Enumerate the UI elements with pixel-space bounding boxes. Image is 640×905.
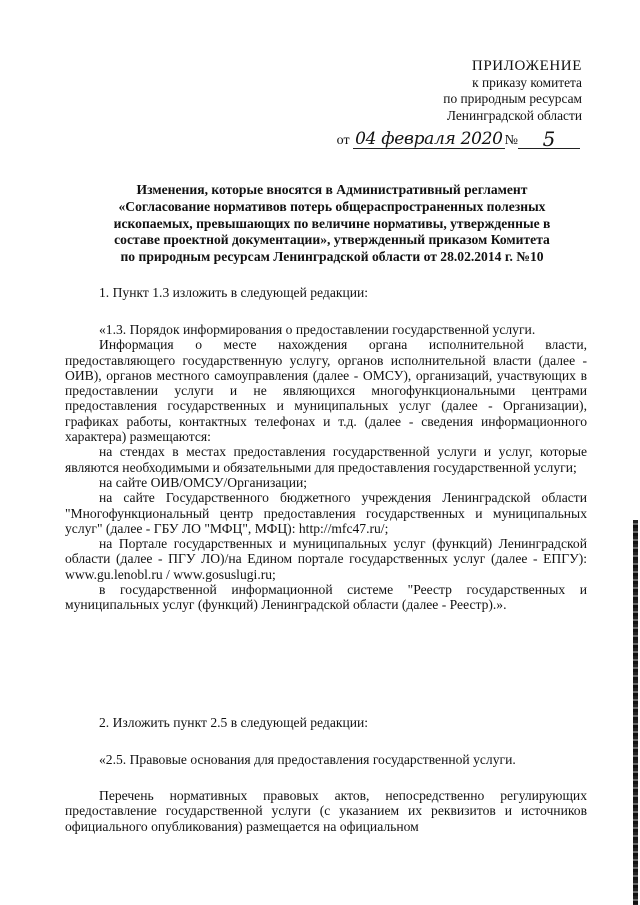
heading-line: «Согласование нормативов потерь общераспространенных полезных [118, 198, 546, 214]
appendix-title: ПРИЛОЖЕНИЕ [471, 58, 582, 74]
p25-title: «2.5. Правовые основания для предоставления государственной услуги. [99, 752, 516, 767]
item-1-text: 1. Пункт 1.3 изложить в следующей редакции: [99, 285, 369, 300]
p13-bullet-registry: в государственной информационной системе "Реестр государственных и муниципальных услуг (функций) Ленинградской области (далее - Реестр).». [65, 582, 587, 613]
date-prefix: от [336, 133, 350, 148]
p13-bullet-portal: на Портале государственных и муниципальных услуг (функций) Ленинградской области (далее - ПГУ ЛО)/на Едином портале государственных услуг (далее - ЕПГУ): www.gu.lenobl.ru / www.gosuslugi.ru; [65, 536, 587, 582]
scan-edge-artifact [633, 520, 638, 905]
appendix-line-2: по природным ресурсам [443, 91, 582, 106]
order-date-line [336, 127, 580, 151]
appendix-line-3: Ленинградской области [446, 107, 582, 123]
handwritten-date: 04 февраля 2020 [355, 129, 503, 149]
paragraph-2-5 [65, 752, 587, 767]
p13-title: «1.3. Порядок информирования о предоставлении государственной услуги. [99, 322, 536, 337]
heading-line: Изменения, которые вносятся в Административный регламент [136, 182, 528, 197]
item-1 [65, 285, 587, 300]
handwritten-number: 5 [518, 130, 580, 149]
p13-bullet-site: на сайте ОИВ/ОМСУ/Организации; [99, 474, 308, 490]
appendix-block [360, 58, 582, 124]
appendix-line-1: к приказу комитета [472, 74, 582, 90]
document-heading [78, 182, 586, 266]
p13-info: Информация о месте нахождения органа исполнительной власти, предоставляющего государственную услугу, органов исполнительной власти (далее - ОИВ), органов местного самоуправления (далее - ОМСУ), организаций, участвующих в предоставлении услуги и не являющихся многофункциональными центрами предоставления государственных и муниципальных услуг (далее - Организации), графиках работы, контактных телефонах и т.д. (далее - сведения информационного характера) размещаются: [65, 337, 587, 445]
heading-line: ископаемых, превышающих по величине нормативы, утвержденные в [113, 215, 551, 231]
p25-text: Перечень нормативных правовых актов, непосредственно регулирующих предоставление государственной услуги (с указанием их реквизитов и источников официального опубликования) размещается на официальном [65, 788, 587, 834]
heading-line: составе проектной документации», утвержденный приказом Комитета [114, 232, 550, 248]
heading-line: по природным ресурсам Ленинградской области от 28.02.2014 г. №10 [120, 249, 544, 265]
number-sign: № [504, 133, 518, 148]
paragraph-1-3 [65, 322, 587, 613]
p13-bullet-stands: на стендах в местах предоставления государственной услуги и услуг, которые являются необходимыми и обязательными для предоставления государственной услуги; [65, 444, 587, 475]
paragraph-2-5-text [65, 788, 587, 834]
p13-bullet-mfc: на сайте Государственного бюджетного учреждения Ленинградской области "Многофункциональный центр предоставления государственных и муниципальных услуг" (далее - ГБУ ЛО "МФЦ", МФЦ): http://mfc47.ru/; [65, 490, 587, 536]
item-2-text: 2. Изложить пункт 2.5 в следующей редакции: [99, 715, 369, 730]
item-2 [65, 715, 587, 730]
